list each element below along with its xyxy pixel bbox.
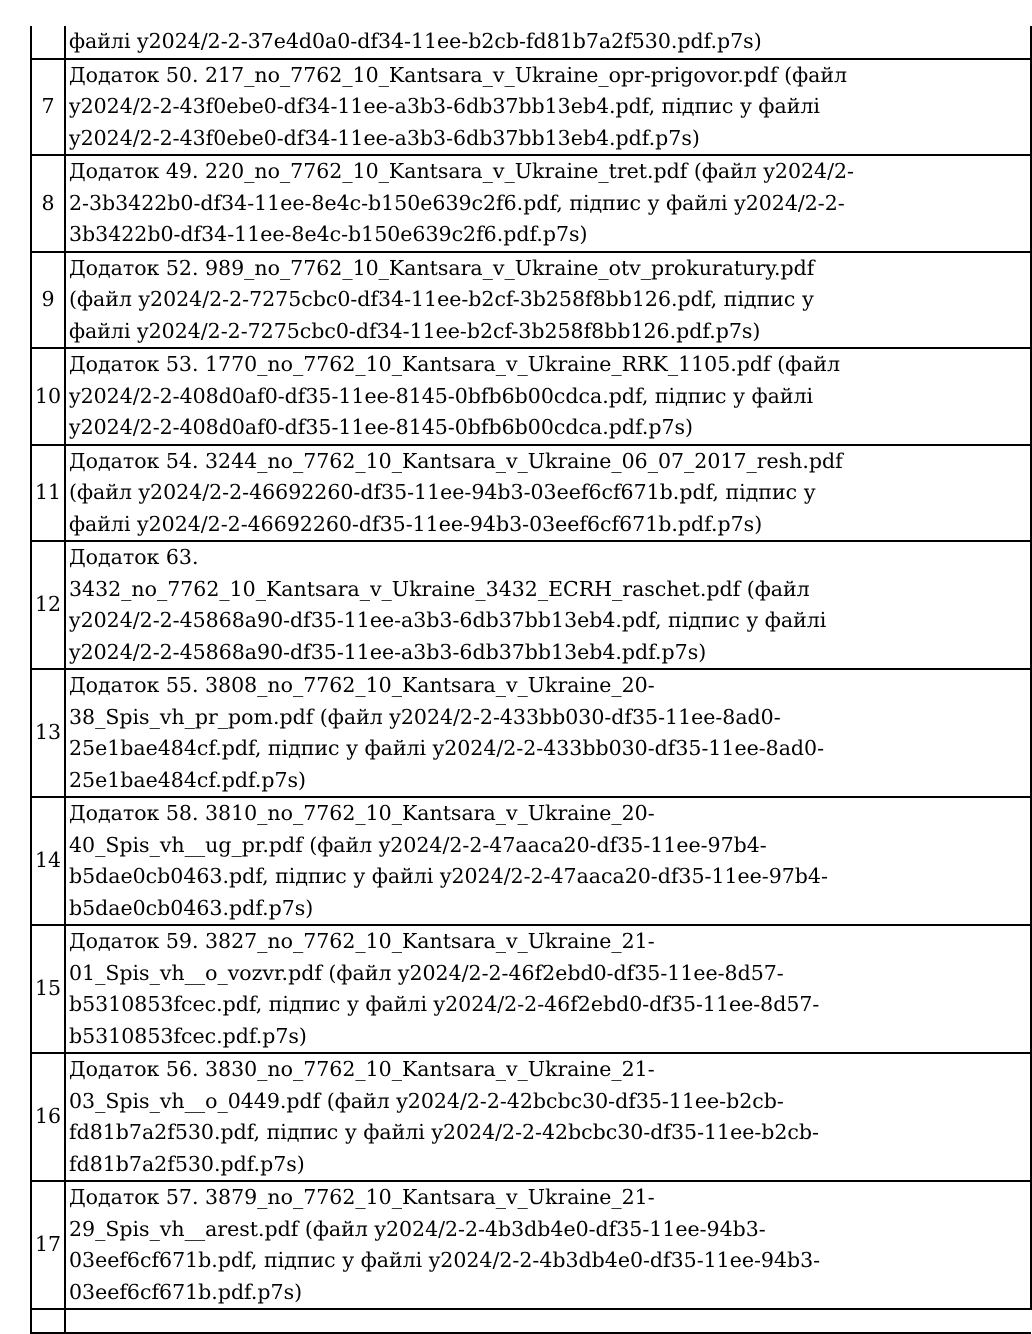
attachment-description: Додаток 59. 3827_no_7762_10_Kantsara_v_Ukraine_21- 01_Spis_vh__o_vozvr.pdf (файл y2024/2-2-46f2ebd0-df35-11ee-8d57- b5310853fcec.pdf, підпис у файлі y2024/2-2-46f2ebd0-df35-11ee-8d57- b5310853fcec.pdf.p7s)	[65, 925, 1031, 1053]
table-row	[31, 669, 1031, 797]
table-row	[31, 445, 1031, 542]
row-number: 15	[31, 925, 65, 1053]
attachment-description: Додаток 55. 3808_no_7762_10_Kantsara_v_Ukraine_20- 38_Spis_vh_pr_pom.pdf (файл y2024/2-2-433bb030-df35-11ee-8ad0- 25e1bae484cf.pdf, підпис у файлі y2024/2-2-433bb030-df35-11ee-8ad0- 25e1bae484cf.pdf.p7s)	[65, 669, 1031, 797]
attachments-table	[30, 26, 1032, 1334]
table-row	[31, 925, 1031, 1053]
attachment-description: Додаток 49. 220_no_7762_10_Kantsara_v_Ukraine_tret.pdf (файл y2024/2- 2-3b3422b0-df34-11ee-8e4c-b150e639c2f6.pdf, підпис у файлі y2024/2-2- 3b3422b0-df34-11ee-8e4c-b150e639c2f6.pdf.p7s)	[65, 155, 1031, 252]
row-number: 13	[31, 669, 65, 797]
attachment-description: Додаток 53. 1770_no_7762_10_Kantsara_v_Ukraine_RRK_1105.pdf (файл y2024/2-2-408d0af0-df35-11ee-8145-0bfb6b00cdca.pdf, підпис у файлі y2024/2-2-408d0af0-df35-11ee-8145-0bfb6b00cdca.pdf.p7s)	[65, 348, 1031, 445]
table-row	[31, 26, 1031, 59]
attachment-description	[65, 1309, 1031, 1333]
attachment-description: Додаток 52. 989_no_7762_10_Kantsara_v_Ukraine_otv_prokuratury.pdf (файл y2024/2-2-7275cbc0-df34-11ee-b2cf-3b258f8bb126.pdf, підпис у файлі y2024/2-2-7275cbc0-df34-11ee-b2cf-3b258f8bb126.pdf.p7s)	[65, 252, 1031, 349]
row-number: 16	[31, 1053, 65, 1181]
attachment-description: файлі y2024/2-2-37e4d0a0-df34-11ee-b2cb-fd81b7a2f530.pdf.p7s)	[65, 26, 1031, 59]
table-row	[31, 797, 1031, 925]
row-number: 17	[31, 1181, 65, 1309]
row-number: 11	[31, 445, 65, 542]
row-number: 10	[31, 348, 65, 445]
row-number: 12	[31, 541, 65, 669]
table-row	[31, 1309, 1031, 1333]
table-row	[31, 348, 1031, 445]
row-number	[31, 26, 65, 59]
attachment-description: Додаток 56. 3830_no_7762_10_Kantsara_v_Ukraine_21- 03_Spis_vh__o_0449.pdf (файл y2024/2-2-42bcbc30-df35-11ee-b2cb- fd81b7a2f530.pdf, підпис у файлі y2024/2-2-42bcbc30-df35-11ee-b2cb- fd81b7a2f530.pdf.p7s)	[65, 1053, 1031, 1181]
attachment-description: Додаток 58. 3810_no_7762_10_Kantsara_v_Ukraine_20- 40_Spis_vh__ug_pr.pdf (файл y2024/2-2-47aaca20-df35-11ee-97b4- b5dae0cb0463.pdf, підпис у файлі y2024/2-2-47aaca20-df35-11ee-97b4- b5dae0cb0463.pdf.p7s)	[65, 797, 1031, 925]
table-row	[31, 252, 1031, 349]
row-number: 7	[31, 59, 65, 156]
table-row	[31, 1053, 1031, 1181]
table-row	[31, 59, 1031, 156]
document-page	[30, 26, 865, 1304]
attachment-description: Додаток 57. 3879_no_7762_10_Kantsara_v_Ukraine_21- 29_Spis_vh__arest.pdf (файл y2024/2-2-4b3db4e0-df35-11ee-94b3- 03eef6cf671b.pdf, підпис у файлі y2024/2-2-4b3db4e0-df35-11ee-94b3- 03eef6cf671b.pdf.p7s)	[65, 1181, 1031, 1309]
row-number: 9	[31, 252, 65, 349]
row-number: 8	[31, 155, 65, 252]
row-number: 14	[31, 797, 65, 925]
attachment-description: Додаток 63. 3432_no_7762_10_Kantsara_v_Ukraine_3432_ECRH_raschet.pdf (файл y2024/2-2-45868a90-df35-11ee-a3b3-6db37bb13eb4.pdf, підпис у файлі y2024/2-2-45868a90-df35-11ee-a3b3-6db37bb13eb4.pdf.p7s)	[65, 541, 1031, 669]
table-row	[31, 155, 1031, 252]
table-row	[31, 541, 1031, 669]
table-row	[31, 1181, 1031, 1309]
attachment-description: Додаток 54. 3244_no_7762_10_Kantsara_v_Ukraine_06_07_2017_resh.pdf (файл y2024/2-2-46692260-df35-11ee-94b3-03eef6cf671b.pdf, підпис у файлі y2024/2-2-46692260-df35-11ee-94b3-03eef6cf671b.pdf.p7s)	[65, 445, 1031, 542]
row-number	[31, 1309, 65, 1333]
attachment-description: Додаток 50. 217_no_7762_10_Kantsara_v_Ukraine_opr-prigovor.pdf (файл y2024/2-2-43f0ebe0-df34-11ee-a3b3-6db37bb13eb4.pdf, підпис у файлі y2024/2-2-43f0ebe0-df34-11ee-a3b3-6db37bb13eb4.pdf.p7s)	[65, 59, 1031, 156]
